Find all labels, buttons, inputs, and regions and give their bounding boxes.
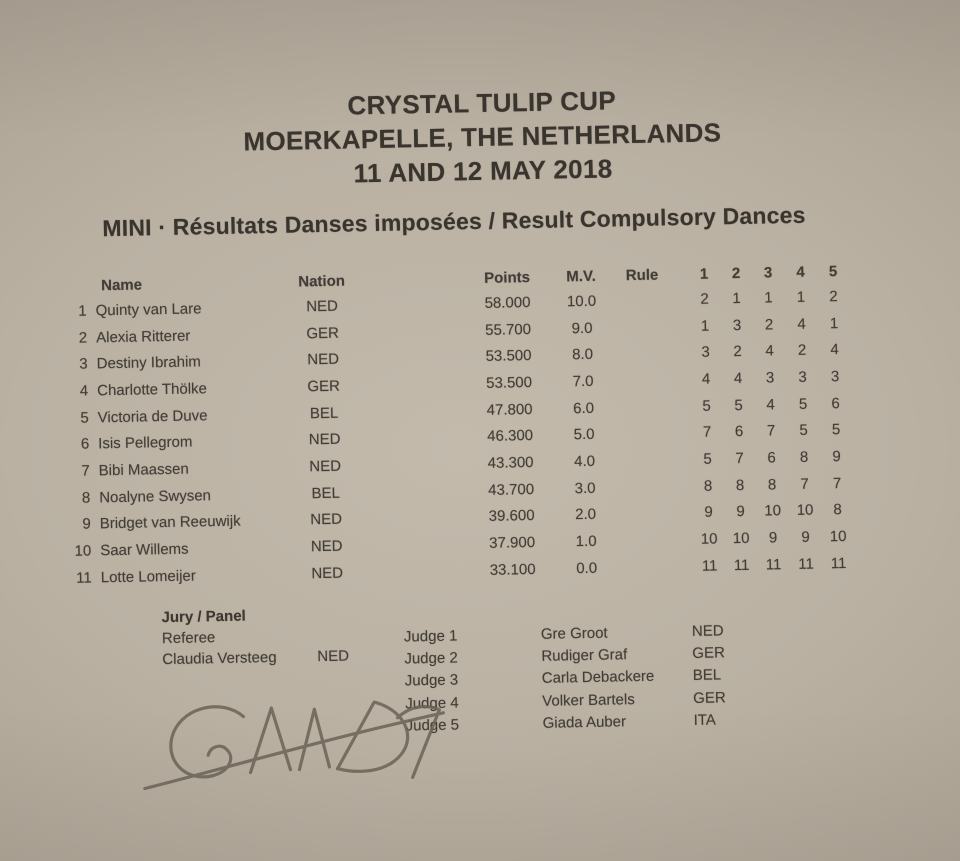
mv-value: 7.0: [572, 372, 594, 391]
points-value: 46.300: [487, 427, 534, 446]
rank: 8: [81, 489, 91, 507]
rule-value: [611, 486, 681, 487]
mv-value: 5.0: [573, 426, 595, 444]
mv-value: 2.0: [575, 506, 597, 524]
judge-placement: 11: [798, 555, 815, 573]
judge-placement: 6: [734, 423, 744, 441]
judge-placement: 9: [832, 448, 841, 466]
section-title: MINI · Résultats Danses imposées / Result Compulsory Dances: [102, 201, 806, 242]
judge-placement: 7: [735, 449, 744, 468]
nation: NED: [311, 564, 344, 582]
judge-name: Carla Debackere: [541, 667, 655, 688]
referee-label: Referee: [161, 629, 216, 648]
judge-placement: 2: [797, 341, 807, 360]
nation: NED: [310, 537, 343, 556]
points-value: 47.800: [486, 400, 533, 419]
event-title: CRYSTAL TULIP CUP: [347, 85, 617, 121]
judge-placement: 8: [703, 477, 713, 495]
mv-value: 4.0: [574, 452, 596, 471]
judge-placement: 1: [732, 289, 741, 307]
mv-value: 1.0: [575, 532, 597, 551]
event-date: 11 AND 12 MAY 2018: [353, 153, 613, 189]
judge-placement: 2: [700, 290, 709, 308]
mv-value: 3.0: [574, 479, 596, 497]
referee-name: Claudia Versteeg: [162, 648, 277, 669]
judge-placement: 6: [831, 394, 840, 412]
rule-value: [612, 540, 682, 541]
skater-name: Quinty van Lare: [95, 300, 202, 320]
points-value: 58.000: [484, 293, 531, 312]
spacer: [368, 490, 463, 492]
nation: NED: [310, 511, 343, 529]
judge-placement: 1: [700, 317, 710, 335]
judge-4-header: 4: [796, 263, 805, 281]
judge-placement: 8: [735, 476, 745, 494]
skater-name: Victoria de Duve: [97, 406, 208, 426]
judge-placement: 10: [732, 529, 750, 548]
results-table: [0, 257, 960, 593]
judge-placement: 9: [768, 529, 778, 547]
judge-label: Judge 2: [404, 649, 458, 668]
judge-placement: 3: [732, 316, 742, 334]
judge-placement: 1: [829, 314, 839, 332]
judge-placement: 11: [830, 554, 847, 573]
judge-placement: 4: [830, 341, 839, 359]
judge-placement: 10: [764, 502, 782, 520]
points-value: 43.700: [488, 480, 535, 499]
judge-placement: 10: [829, 528, 847, 546]
rank: 6: [80, 435, 90, 453]
judge-label: Judge 4: [405, 693, 459, 713]
points-value: 53.500: [485, 347, 532, 366]
nation: NED: [308, 430, 341, 449]
spacer: [367, 410, 462, 412]
rule-header: Rule: [625, 266, 659, 284]
referee-row: [162, 646, 349, 671]
judge-placement: 1: [764, 289, 773, 307]
points-value: 53.500: [485, 373, 533, 392]
rank: 7: [81, 462, 90, 480]
skater-name: Saar Willems: [100, 540, 189, 560]
mv-header: M.V.: [566, 267, 596, 285]
nation: NED: [307, 350, 340, 369]
judge-1-header: 1: [699, 265, 709, 283]
judge-nation: BEL: [692, 666, 722, 685]
judge-placement: 8: [833, 501, 842, 519]
spacer: [368, 464, 463, 466]
rule-value: [610, 406, 680, 407]
judge-placement: 7: [832, 474, 842, 492]
nation: GER: [307, 377, 341, 396]
judge-placement: 6: [767, 449, 776, 467]
judge-placement: 9: [801, 528, 810, 546]
judge-placement: 2: [764, 315, 774, 334]
judge-placement: 5: [703, 450, 712, 468]
judge-placement: 2: [733, 343, 742, 361]
referee-nation: NED: [317, 647, 350, 666]
mv-value: 9.0: [571, 319, 593, 337]
rank: 1: [78, 302, 87, 320]
skater-name: Isis Pellegrom: [98, 433, 193, 453]
mv-value: 8.0: [571, 346, 594, 364]
judge-placement: 11: [701, 557, 718, 575]
points-value: 39.600: [488, 507, 535, 526]
mv-value: 10.0: [566, 292, 597, 311]
points-header: Points: [483, 268, 531, 287]
mv-value: 0.0: [576, 559, 598, 577]
judge-nation: GER: [693, 688, 726, 707]
jury-panel-heading: Jury / Panel: [161, 607, 246, 627]
judge-placement: 7: [702, 423, 712, 442]
judge-nation: ITA: [693, 711, 717, 729]
judge-placement: 7: [766, 422, 776, 440]
rank: 9: [82, 515, 91, 533]
judge-placement: 4: [701, 370, 711, 388]
rule-value: [608, 300, 678, 301]
judge-3-header: 3: [763, 263, 773, 282]
judge-placement: 4: [797, 315, 806, 333]
skater-name: Charlotte Thölke: [97, 380, 208, 400]
skater-name: Lotte Lomeijer: [100, 567, 196, 587]
judge-label: Judge 3: [404, 671, 459, 690]
event-header: [23, 77, 941, 197]
judge-nation: NED: [691, 622, 724, 640]
judge-placement: 5: [734, 396, 743, 414]
mv-value: 6.0: [572, 399, 595, 417]
judge-placement: 4: [733, 369, 743, 388]
rank: 2: [78, 329, 88, 347]
judge-nation: GER: [692, 644, 726, 662]
judge-label: Judge 5: [405, 716, 460, 735]
judge-name: Gre Groot: [540, 624, 608, 643]
skater-name: Destiny Ibrahim: [96, 353, 202, 373]
nation: BEL: [311, 484, 341, 502]
judge-placement: 5: [798, 395, 808, 413]
skater-name: Bridget van Reeuwijk: [99, 512, 241, 533]
judge-placement: 5: [702, 397, 711, 415]
spacer: [370, 571, 465, 573]
nation: NED: [309, 457, 342, 476]
rank: 11: [76, 569, 92, 587]
rule-value: [609, 353, 679, 354]
judge-placement: 7: [800, 475, 809, 493]
spacer: [365, 304, 460, 306]
judge-placement: 10: [796, 501, 814, 520]
judge-placement: 5: [799, 421, 808, 440]
judge-placement: 3: [830, 368, 840, 386]
rank: 5: [80, 409, 89, 427]
judge-placement: 3: [765, 369, 775, 387]
judge-placement: 4: [765, 342, 774, 360]
nation: BEL: [309, 404, 339, 422]
judge-2-header: 2: [731, 264, 741, 282]
judge-placement: 9: [704, 503, 713, 522]
points-value: 55.700: [484, 320, 532, 339]
judge-placement: 4: [766, 395, 775, 414]
event-location: MOERKAPELLE, THE NETHERLANDS: [243, 117, 722, 157]
judge-label: Judge 1: [403, 627, 458, 646]
judge-name: Rudiger Graf: [541, 646, 628, 665]
points-value: 33.100: [489, 560, 536, 579]
spacer: [364, 278, 459, 280]
judge-placement: 2: [829, 287, 838, 306]
points-value: 37.900: [489, 533, 536, 552]
points-value: 43.300: [487, 453, 534, 472]
judge-placement: 8: [767, 475, 777, 494]
skater-name: Noalyne Swysen: [99, 486, 212, 506]
judge-placement: 11: [765, 555, 782, 574]
rule-value: [609, 380, 679, 381]
judge-name: Volker Bartels: [542, 690, 635, 710]
spacer: [366, 357, 461, 359]
spacer: [365, 330, 460, 332]
rule-value: [608, 326, 678, 327]
judge-placement: 3: [701, 343, 710, 361]
skater-name: Alexia Ritterer: [95, 327, 191, 346]
jury-left-block: [161, 604, 349, 671]
judge-placement: 1: [796, 288, 806, 306]
rank-header: [55, 285, 89, 286]
judge-placement: 10: [700, 530, 718, 548]
nation: GER: [306, 324, 340, 342]
nation: NED: [306, 297, 339, 316]
spacer: [366, 384, 461, 386]
rule-value: [612, 513, 682, 514]
rank: 4: [79, 382, 89, 400]
rule-value: [610, 433, 680, 434]
referee-signature: [135, 676, 467, 812]
rank: 3: [79, 355, 88, 373]
judge-placement: 8: [799, 448, 809, 466]
spacer: [367, 437, 462, 439]
rank: 10: [74, 542, 92, 560]
nation-header: Nation: [298, 272, 346, 290]
judge-placement: 11: [733, 556, 750, 574]
judge-placement: 5: [831, 421, 841, 439]
name-header: Name: [100, 275, 143, 294]
rule-value: [613, 566, 683, 567]
judge-name: Giada Auber: [542, 713, 627, 732]
skater-name: Bibi Maassen: [98, 460, 189, 480]
spacer: [369, 544, 464, 546]
spacer: [369, 517, 464, 519]
judge-5-header: 5: [828, 262, 838, 280]
judge-placement: 9: [736, 503, 745, 521]
rule-value: [611, 460, 681, 461]
judge-placement: 3: [798, 368, 807, 386]
